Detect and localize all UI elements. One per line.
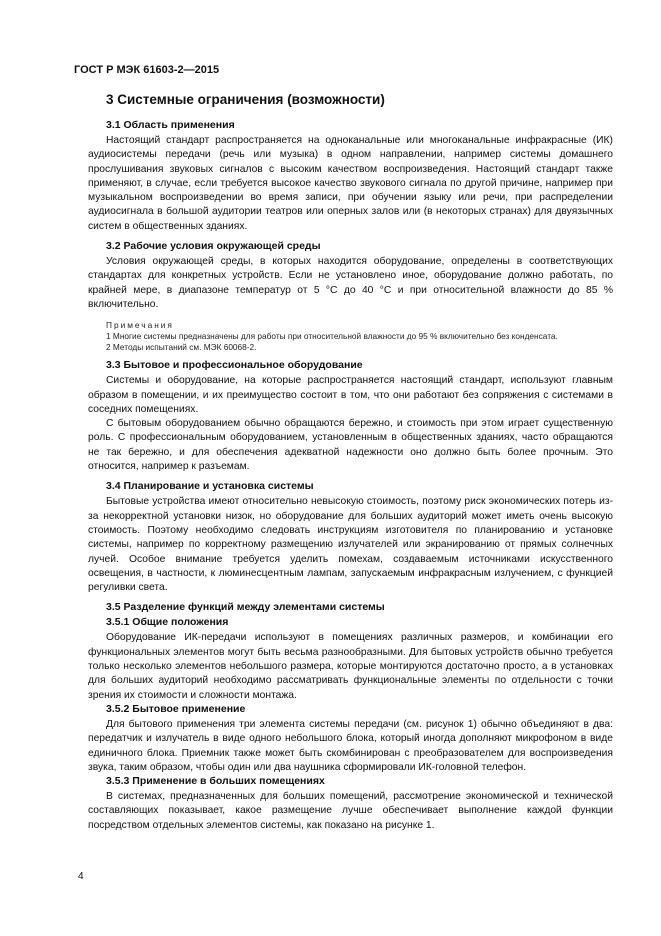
paragraph: С бытовым оборудованием обычно обращаются бережно, и стоимость при этом играет существенную роль. С профессиональным оборудованием, установленным в общественных зданиях, часто обращаются не так бережно, и для обеспечения адекватной надежности оно должно быть более прочным. Это относится, например к разъемам. — [88, 418, 613, 473]
paragraph: Бытовые устройства имеют относительно невысокую стоимость, поэтому риск экономических потерь из-за некорректной установки низок, но оборудование для больших аудиторий может иметь очень высокую стоимость. Поэтому необходимо следовать инструкциям изготовителя по планированию и установке системы, например по корректному размещению излучателей или экранированию от прямых солнечных лучей. Особое внимание требуется уделить помехам, создаваемым источниками искусственного освещения, в частности, к люминесцентным лампам, запускаемым инфракрасным излучением, с функцией регуливки света. — [88, 496, 613, 594]
section-title: 3 Системные ограничения (возможности) — [106, 92, 385, 107]
notes-title: Примечания — [106, 320, 174, 331]
section-3-4 — [88, 480, 613, 595]
paragraph: В системах, предназначенных для больших помещений, рассмотрение экономической и технической составляющих показывает, какое размещение лучше обеспечивает выполнение каждой функции посредством отдельных элементов системы, как показано на рисунке 1. — [88, 791, 613, 831]
section-3-1-title: 3.1 Область применения — [106, 119, 235, 131]
note-item: 1 Многие системы предназначены для работы при относительной влажности до 95 % включительно без конденсата. — [106, 331, 558, 342]
section-3-5-title: 3.5 Разделение функций между элементами системы — [106, 601, 385, 614]
paragraph: Для бытового применения три элемента системы передачи (см. рисунок 1) обычно объединяют в два: передатчик и излучатель в виде одного небольшого блока, который иногда дополняют микрофоном в виде единичного блока. Приемник также может быть скомбинирован с преобразователем для воспроизведения звука, таким образом, чтобы один или два наушника сформировали ИК-головной телефон. — [88, 718, 613, 773]
section-3-2 — [88, 240, 613, 353]
page-number: 4 — [78, 871, 84, 882]
section-3-1 — [88, 119, 613, 234]
section-3-5-1-title: 3.5.1 Общие положения — [106, 616, 229, 629]
section-3-5 — [88, 601, 613, 833]
section-3-3-title: 3.3 Бытовое и профессиональное оборудование — [106, 359, 363, 372]
notes-block — [88, 320, 613, 353]
section-3-5-2-title: 3.5.2 Бытовое применение — [106, 702, 246, 715]
paragraph: Оборудование ИК-передачи используют в помещениях различных размеров, и комбинации его функциональных элементов могут быть весьма разнообразными. Для бытовых устройств обычно требуется только несколько элементов небольшого размера, которые монтируются достаточно просто, а в установках для больших аудиторий необходимо рассматривать функциональные элементы по отдельности с точки зрения их стоимости и сложности монтажа. — [88, 632, 613, 701]
section-3-5-3-title: 3.5.3 Применение в больших помещениях — [106, 775, 325, 788]
section-3-4-title: 3.4 Планирование и установка системы — [106, 480, 314, 493]
section-3-2-title: 3.2 Рабочие условия окружающей среды — [106, 240, 321, 253]
document-header: ГОСТ Р МЭК 61603-2—2015 — [74, 64, 220, 76]
section-3-3 — [88, 359, 613, 474]
paragraph: Системы и оборудование, на которые распространяется настоящий стандарт, используют главным образом в помещении, и их преимущество состоит в том, что они работают без сопряжения с системами в соседних помещениях. — [88, 375, 613, 415]
paragraph: Настоящий стандарт распространяется на одноканальные или многоканальные инфракрасные (ИК) аудиосистемы передачи (речь или музыка) в одном направлении, например системы домашнего прослушивания звуковых сигналов с высоким качеством воспроизведения. Настоящий стандарт также применяют, в случае, если требуется высокое качество звукового сигнала по другой причине, например при музыкальном воспроизведении во время записи, при обучении языку или речи, при распределении аудиосигнала в большой аудитории театров или оперных залов или (в некоторых странах) для двуязычных систем в общественных зданиях. — [88, 135, 613, 232]
page-content — [88, 92, 613, 839]
note-item: 2 Методы испытаний см. МЭК 60068-2. — [106, 342, 257, 353]
paragraph: Условия окружающей среды, в которых находится оборудование, определены в соответствующих стандартах для конкретных устройств. Если не установлено иное, оборудование должно работать, по крайней мере, в диапазоне температур от 5 °С до 40 °С и при относительной влажности до 85 % включительно. — [88, 256, 613, 310]
